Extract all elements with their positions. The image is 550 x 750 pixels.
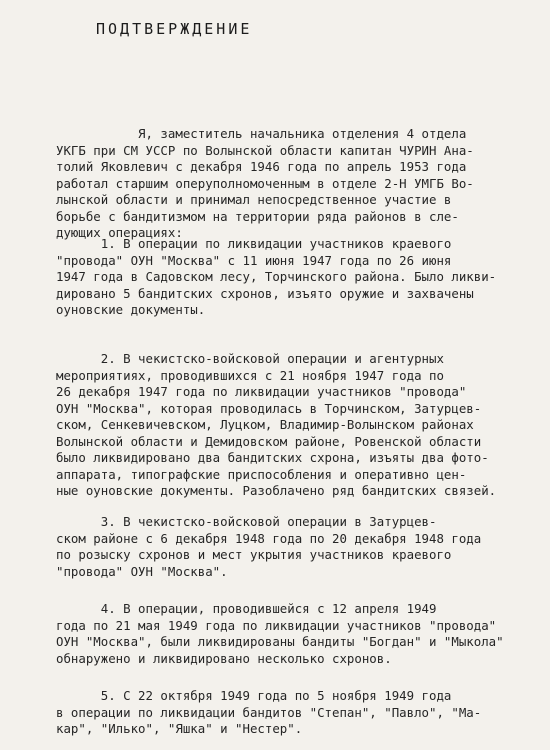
document-title: ПОДТВЕРЖДЕНИЕ xyxy=(96,20,253,38)
operation-item-5: 5. С 22 октября 1949 года по 5 ноября 1949 года в операции по ликвидации бандитов "Степан", "Павло", "Ма- кар", "Илько", "Яшка" и "Нестер". xyxy=(56,688,482,736)
operation-item-4: 4. В операции, проводившейся с 12 апреля 1949 года по 21 мая 1949 года по ликвидации участников "провода" ОУН "Москва", были ликвидированы бандиты "Богдан" и "Мыкола" обнаружено и ликвидировано несколько схронов. xyxy=(56,601,504,666)
intro-paragraph: Я, заместитель начальника отделения 4 отдела УКГБ при СМ УССР по Волынской области капитан ЧУРИН Ана- толий Яковлевич с декабря 1946 года по апрель 1953 года работал старшим оперуполномоченным в отделе 2-Н УМГБ Во- лынской области и принимал непосредственное участие в борьбе с бандитизмом на территории ряда районов в сле- дующих операциях: xyxy=(56,126,474,240)
operation-item-1: 1. В операции по ликвидации участников краевого "провода" ОУН "Москва" с 11 июня 1947 года по 26 июня 1947 года в Садовском лесу, Торчинского района. Было ликви- дировано 5 бандитских схронов, изъято оружие и захвачены оуновские документы. xyxy=(56,236,497,317)
operation-item-3: 3. В чекистско-войсковой операции в Затурцев- ском районе с 6 декабря 1948 года по 20 декабря 1948 года по розыску схронов и мест укрытия участников краевого "провода" ОУН "Москва". xyxy=(56,514,482,579)
operation-item-2: 2. В чекистско-войсковой операции и агентурных мероприятиях, проводившихся с 21 ноября 1947 года по 26 декабря 1947 года по ликвидации участников "провода" ОУН "Москва", которая проводилась в Торчинском, Затурцев- ском, Сенкевичевском, Луцком, Владимир-Волынском районах Волынской области и Демидовском районе, Ровенской области было ликвидировано два бандитских схрона, изъяты два фото- аппарата, типографские приспособления и оперативно цен- ные оуновские документы. Разоблачено ряд бандитских связей. xyxy=(56,351,497,498)
